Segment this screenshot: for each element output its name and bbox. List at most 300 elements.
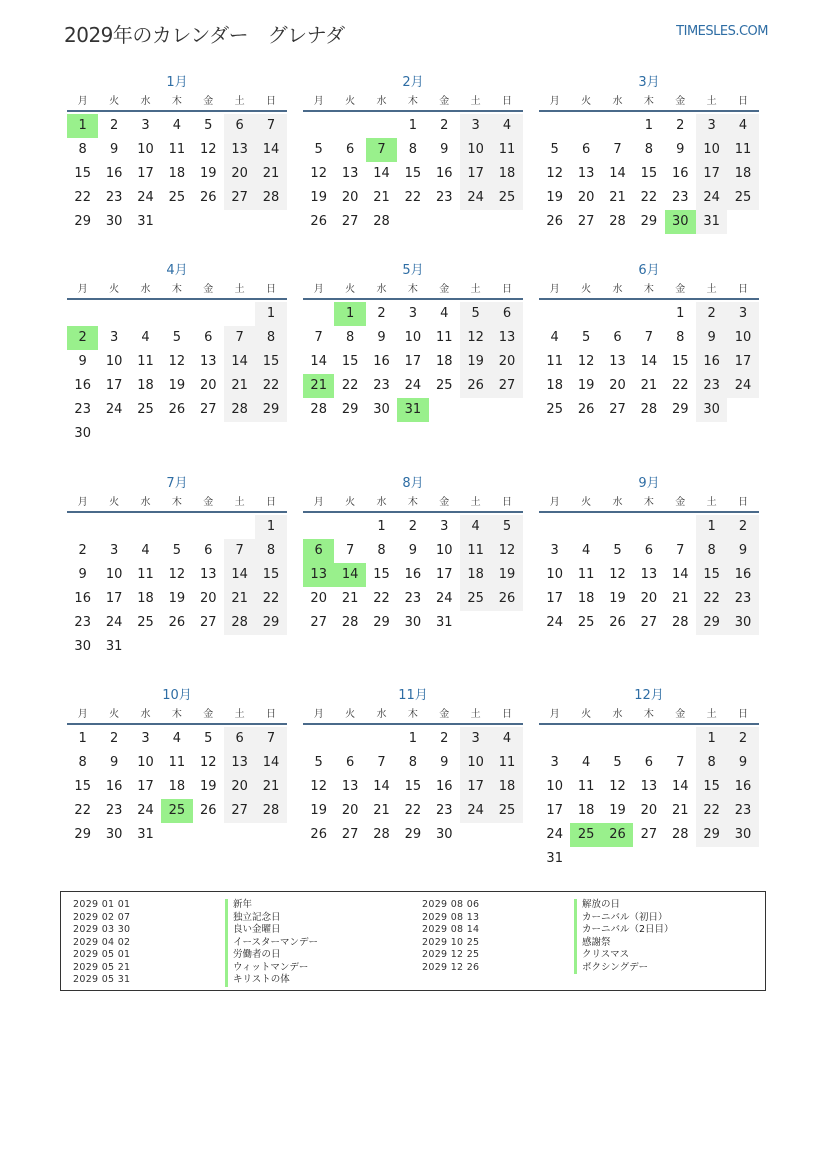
day-cell[interactable]: 4 bbox=[141, 543, 150, 558]
day-cell[interactable]: 10 bbox=[105, 567, 123, 582]
day-cell[interactable]: 15 bbox=[640, 166, 658, 181]
day-cell[interactable]: 28 bbox=[609, 214, 626, 229]
day-cell[interactable]: 12 bbox=[168, 354, 186, 369]
day-cell[interactable]: 26 bbox=[168, 402, 186, 417]
day-cell[interactable]: 16 bbox=[671, 166, 689, 181]
day-cell[interactable]: 22 bbox=[671, 378, 689, 393]
day-cell[interactable]: 11 bbox=[137, 354, 154, 369]
day-cell[interactable]: 13 bbox=[199, 354, 217, 369]
day-cell[interactable]: 5 bbox=[460, 302, 491, 326]
day-cell[interactable]: 6 bbox=[204, 543, 213, 558]
day-cell[interactable]: 12 bbox=[491, 539, 522, 563]
day-cell[interactable]: 10 bbox=[546, 779, 563, 794]
day-cell[interactable]: 17 bbox=[460, 162, 491, 186]
day-cell[interactable]: 29 bbox=[373, 615, 390, 630]
day-cell[interactable]: 14 bbox=[609, 166, 626, 181]
day-cell[interactable]: 19 bbox=[491, 563, 522, 587]
day-cell[interactable]: 28 bbox=[671, 615, 689, 630]
day-cell[interactable]: 26 bbox=[577, 402, 595, 417]
day-cell[interactable]: 28 bbox=[224, 611, 255, 635]
day-cell[interactable]: 26 bbox=[199, 190, 217, 205]
day-cell[interactable]: 1 bbox=[377, 519, 386, 534]
day-cell[interactable]: 23 bbox=[671, 190, 689, 205]
day-cell[interactable]: 3 bbox=[460, 114, 491, 138]
day-cell[interactable]: 12 bbox=[310, 779, 327, 794]
day-cell[interactable]: 10 bbox=[404, 330, 422, 345]
day-cell[interactable]: 2 bbox=[109, 731, 119, 746]
day-cell[interactable]: 20 bbox=[199, 591, 217, 606]
day-cell-holiday[interactable]: 6 bbox=[303, 539, 334, 563]
day-cell[interactable]: 28 bbox=[224, 398, 255, 422]
day-cell[interactable]: 11 bbox=[491, 751, 522, 775]
day-cell-holiday[interactable]: 26 bbox=[602, 823, 633, 847]
day-cell[interactable]: 21 bbox=[255, 162, 286, 186]
day-cell[interactable]: 15 bbox=[255, 350, 286, 374]
day-cell[interactable]: 12 bbox=[577, 354, 595, 369]
day-cell[interactable]: 21 bbox=[224, 587, 255, 611]
day-cell[interactable]: 10 bbox=[105, 354, 123, 369]
day-cell[interactable]: 10 bbox=[460, 751, 491, 775]
day-cell[interactable]: 8 bbox=[255, 326, 286, 350]
day-cell-holiday[interactable]: 13 bbox=[303, 563, 334, 587]
day-cell[interactable]: 18 bbox=[577, 803, 595, 818]
day-cell[interactable]: 18 bbox=[137, 591, 154, 606]
day-cell[interactable]: 8 bbox=[78, 755, 87, 770]
day-cell[interactable]: 19 bbox=[609, 803, 626, 818]
day-cell[interactable]: 1 bbox=[408, 731, 417, 746]
day-cell[interactable]: 20 bbox=[640, 591, 658, 606]
day-cell[interactable]: 28 bbox=[341, 615, 359, 630]
day-cell[interactable]: 10 bbox=[696, 138, 727, 162]
day-cell[interactable]: 20 bbox=[341, 190, 359, 205]
day-cell[interactable]: 8 bbox=[696, 751, 727, 775]
day-cell[interactable]: 8 bbox=[78, 142, 87, 157]
day-cell[interactable]: 13 bbox=[341, 779, 359, 794]
day-cell[interactable]: 7 bbox=[676, 543, 685, 558]
day-cell[interactable]: 17 bbox=[105, 378, 123, 393]
day-cell[interactable]: 5 bbox=[550, 142, 559, 157]
day-cell[interactable]: 23 bbox=[373, 378, 390, 393]
day-cell[interactable]: 14 bbox=[373, 166, 390, 181]
day-cell[interactable]: 11 bbox=[168, 755, 186, 770]
day-cell[interactable]: 25 bbox=[546, 402, 563, 417]
day-cell[interactable]: 15 bbox=[404, 166, 422, 181]
day-cell[interactable]: 14 bbox=[671, 567, 689, 582]
day-cell[interactable]: 1 bbox=[676, 306, 685, 321]
day-cell[interactable]: 31 bbox=[137, 214, 154, 229]
day-cell[interactable]: 23 bbox=[105, 803, 123, 818]
day-cell[interactable]: 21 bbox=[224, 374, 255, 398]
day-cell[interactable]: 5 bbox=[581, 330, 591, 345]
day-cell[interactable]: 27 bbox=[491, 374, 522, 398]
day-cell[interactable]: 9 bbox=[440, 755, 449, 770]
day-cell[interactable]: 28 bbox=[373, 827, 390, 842]
day-cell[interactable]: 16 bbox=[373, 354, 390, 369]
day-cell[interactable]: 2 bbox=[377, 306, 386, 321]
day-cell[interactable]: 16 bbox=[74, 378, 91, 393]
day-cell[interactable]: 3 bbox=[109, 330, 119, 345]
day-cell[interactable]: 12 bbox=[460, 326, 491, 350]
day-cell-holiday[interactable]: 25 bbox=[161, 799, 192, 823]
day-cell[interactable]: 14 bbox=[373, 779, 390, 794]
day-cell[interactable]: 13 bbox=[609, 354, 626, 369]
day-cell[interactable]: 2 bbox=[440, 118, 449, 133]
day-cell[interactable]: 8 bbox=[377, 543, 386, 558]
day-cell[interactable]: 2 bbox=[408, 519, 417, 534]
day-cell[interactable]: 14 bbox=[224, 563, 255, 587]
day-cell[interactable]: 5 bbox=[613, 543, 622, 558]
day-cell[interactable]: 27 bbox=[577, 214, 595, 229]
day-cell[interactable]: 22 bbox=[255, 587, 286, 611]
day-cell[interactable]: 16 bbox=[435, 166, 453, 181]
day-cell[interactable]: 30 bbox=[404, 615, 422, 630]
day-cell[interactable]: 25 bbox=[137, 615, 154, 630]
day-cell[interactable]: 26 bbox=[491, 587, 522, 611]
day-cell[interactable]: 31 bbox=[696, 210, 727, 234]
day-cell[interactable]: 1 bbox=[644, 118, 653, 133]
day-cell[interactable]: 17 bbox=[435, 567, 453, 582]
day-cell[interactable]: 30 bbox=[373, 402, 390, 417]
day-cell[interactable]: 18 bbox=[546, 378, 563, 393]
day-cell[interactable]: 18 bbox=[168, 166, 186, 181]
day-cell[interactable]: 1 bbox=[408, 118, 417, 133]
day-cell[interactable]: 6 bbox=[224, 114, 255, 138]
day-cell[interactable]: 3 bbox=[550, 755, 559, 770]
day-cell[interactable]: 1 bbox=[696, 727, 727, 751]
day-cell[interactable]: 6 bbox=[613, 330, 622, 345]
day-cell[interactable]: 3 bbox=[550, 543, 559, 558]
day-cell[interactable]: 19 bbox=[199, 779, 217, 794]
day-cell[interactable]: 14 bbox=[255, 138, 286, 162]
day-cell[interactable]: 22 bbox=[74, 803, 91, 818]
day-cell[interactable]: 4 bbox=[581, 755, 591, 770]
day-cell[interactable]: 19 bbox=[199, 166, 217, 181]
day-cell[interactable]: 22 bbox=[373, 591, 390, 606]
day-cell[interactable]: 19 bbox=[168, 591, 186, 606]
day-cell[interactable]: 17 bbox=[727, 350, 758, 374]
day-cell[interactable]: 23 bbox=[435, 190, 453, 205]
day-cell[interactable]: 12 bbox=[199, 755, 217, 770]
day-cell[interactable]: 4 bbox=[440, 306, 449, 321]
day-cell[interactable]: 24 bbox=[435, 591, 453, 606]
site-brand[interactable]: TIMESLES.COM bbox=[676, 24, 768, 39]
day-cell[interactable]: 10 bbox=[137, 755, 154, 770]
day-cell[interactable]: 7 bbox=[224, 539, 255, 563]
day-cell[interactable]: 19 bbox=[460, 350, 491, 374]
day-cell[interactable]: 10 bbox=[435, 543, 453, 558]
day-cell[interactable]: 7 bbox=[676, 755, 685, 770]
day-cell[interactable]: 12 bbox=[609, 567, 626, 582]
day-cell[interactable]: 7 bbox=[314, 330, 323, 345]
day-cell[interactable]: 20 bbox=[310, 591, 327, 606]
day-cell[interactable]: 8 bbox=[644, 142, 653, 157]
day-cell[interactable]: 24 bbox=[105, 402, 123, 417]
day-cell-holiday[interactable]: 2 bbox=[67, 326, 98, 350]
day-cell[interactable]: 11 bbox=[435, 330, 453, 345]
day-cell-holiday[interactable]: 7 bbox=[366, 138, 397, 162]
day-cell[interactable]: 7 bbox=[644, 330, 653, 345]
day-cell-holiday[interactable]: 21 bbox=[303, 374, 334, 398]
day-cell[interactable]: 12 bbox=[199, 142, 217, 157]
day-cell[interactable]: 17 bbox=[460, 775, 491, 799]
day-cell[interactable]: 22 bbox=[404, 803, 422, 818]
day-cell[interactable]: 11 bbox=[137, 567, 154, 582]
day-cell[interactable]: 20 bbox=[577, 190, 595, 205]
day-cell[interactable]: 17 bbox=[546, 591, 563, 606]
day-cell[interactable]: 29 bbox=[74, 827, 91, 842]
day-cell[interactable]: 12 bbox=[546, 166, 563, 181]
day-cell[interactable]: 8 bbox=[345, 330, 355, 345]
day-cell[interactable]: 12 bbox=[310, 166, 327, 181]
day-cell[interactable]: 18 bbox=[168, 779, 186, 794]
day-cell[interactable]: 7 bbox=[377, 755, 386, 770]
day-cell[interactable]: 4 bbox=[491, 114, 522, 138]
day-cell[interactable]: 20 bbox=[609, 378, 626, 393]
day-cell[interactable]: 22 bbox=[640, 190, 658, 205]
day-cell[interactable]: 23 bbox=[74, 402, 91, 417]
day-cell-holiday[interactable]: 25 bbox=[570, 823, 601, 847]
day-cell[interactable]: 27 bbox=[199, 402, 217, 417]
day-cell[interactable]: 18 bbox=[435, 354, 453, 369]
day-cell[interactable]: 2 bbox=[727, 515, 758, 539]
day-cell[interactable]: 9 bbox=[377, 330, 386, 345]
day-cell[interactable]: 5 bbox=[314, 755, 323, 770]
day-cell[interactable]: 2 bbox=[696, 302, 727, 326]
day-cell[interactable]: 7 bbox=[613, 142, 622, 157]
day-cell[interactable]: 30 bbox=[727, 611, 758, 635]
day-cell[interactable]: 6 bbox=[345, 142, 355, 157]
day-cell-holiday[interactable]: 30 bbox=[665, 210, 696, 234]
day-cell[interactable]: 22 bbox=[404, 190, 422, 205]
day-cell[interactable]: 8 bbox=[408, 142, 417, 157]
day-cell[interactable]: 12 bbox=[609, 779, 626, 794]
day-cell[interactable]: 18 bbox=[577, 591, 595, 606]
day-cell[interactable]: 29 bbox=[640, 214, 658, 229]
day-cell[interactable]: 24 bbox=[137, 803, 154, 818]
day-cell[interactable]: 24 bbox=[546, 827, 563, 842]
day-cell[interactable]: 3 bbox=[141, 731, 150, 746]
day-cell[interactable]: 4 bbox=[727, 114, 758, 138]
day-cell[interactable]: 25 bbox=[491, 799, 522, 823]
day-cell[interactable]: 11 bbox=[491, 138, 522, 162]
day-cell[interactable]: 27 bbox=[341, 827, 359, 842]
day-cell[interactable]: 3 bbox=[440, 519, 449, 534]
day-cell[interactable]: 6 bbox=[491, 302, 522, 326]
day-cell[interactable]: 27 bbox=[224, 799, 255, 823]
day-cell[interactable]: 19 bbox=[609, 591, 626, 606]
day-cell[interactable]: 30 bbox=[727, 823, 758, 847]
day-cell[interactable]: 23 bbox=[74, 615, 91, 630]
day-cell[interactable]: 4 bbox=[172, 731, 181, 746]
day-cell[interactable]: 27 bbox=[224, 186, 255, 210]
day-cell[interactable]: 25 bbox=[460, 587, 491, 611]
day-cell[interactable]: 2 bbox=[109, 118, 119, 133]
day-cell[interactable]: 9 bbox=[408, 543, 417, 558]
day-cell[interactable]: 26 bbox=[460, 374, 491, 398]
day-cell[interactable]: 25 bbox=[491, 186, 522, 210]
day-cell[interactable]: 15 bbox=[373, 567, 390, 582]
day-cell[interactable]: 2 bbox=[78, 543, 87, 558]
day-cell[interactable]: 10 bbox=[546, 567, 563, 582]
day-cell[interactable]: 19 bbox=[546, 190, 563, 205]
day-cell[interactable]: 20 bbox=[341, 803, 359, 818]
day-cell[interactable]: 4 bbox=[550, 330, 559, 345]
day-cell[interactable]: 23 bbox=[727, 799, 758, 823]
day-cell[interactable]: 5 bbox=[314, 142, 323, 157]
day-cell[interactable]: 21 bbox=[341, 591, 359, 606]
day-cell-holiday[interactable]: 1 bbox=[67, 114, 98, 138]
day-cell[interactable]: 21 bbox=[609, 190, 626, 205]
day-cell[interactable]: 24 bbox=[460, 186, 491, 210]
day-cell[interactable]: 17 bbox=[404, 354, 422, 369]
day-cell[interactable]: 15 bbox=[696, 563, 727, 587]
day-cell[interactable]: 11 bbox=[577, 567, 595, 582]
day-cell[interactable]: 5 bbox=[204, 731, 213, 746]
day-cell[interactable]: 26 bbox=[609, 615, 626, 630]
day-cell[interactable]: 27 bbox=[199, 615, 217, 630]
day-cell[interactable]: 4 bbox=[172, 118, 181, 133]
day-cell[interactable]: 19 bbox=[577, 378, 595, 393]
day-cell[interactable]: 1 bbox=[78, 731, 87, 746]
day-cell[interactable]: 13 bbox=[224, 138, 255, 162]
day-cell[interactable]: 12 bbox=[168, 567, 186, 582]
day-cell[interactable]: 29 bbox=[255, 611, 286, 635]
day-cell[interactable]: 20 bbox=[224, 775, 255, 799]
day-cell[interactable]: 19 bbox=[168, 378, 186, 393]
day-cell[interactable]: 22 bbox=[341, 378, 359, 393]
day-cell[interactable]: 15 bbox=[74, 166, 91, 181]
day-cell[interactable]: 29 bbox=[74, 214, 91, 229]
day-cell[interactable]: 29 bbox=[341, 402, 359, 417]
day-cell[interactable]: 22 bbox=[696, 799, 727, 823]
day-cell[interactable]: 30 bbox=[74, 639, 91, 654]
day-cell[interactable]: 16 bbox=[74, 591, 91, 606]
day-cell[interactable]: 28 bbox=[671, 827, 689, 842]
day-cell[interactable]: 23 bbox=[696, 374, 727, 398]
day-cell[interactable]: 9 bbox=[78, 567, 87, 582]
day-cell[interactable]: 29 bbox=[671, 402, 689, 417]
day-cell[interactable]: 16 bbox=[404, 567, 422, 582]
day-cell[interactable]: 6 bbox=[644, 543, 653, 558]
day-cell[interactable]: 26 bbox=[199, 803, 217, 818]
day-cell[interactable]: 28 bbox=[373, 214, 390, 229]
day-cell[interactable]: 27 bbox=[341, 214, 359, 229]
day-cell[interactable]: 29 bbox=[696, 611, 727, 635]
day-cell[interactable]: 27 bbox=[310, 615, 327, 630]
day-cell[interactable]: 16 bbox=[435, 779, 453, 794]
day-cell[interactable]: 30 bbox=[696, 398, 727, 422]
day-cell[interactable]: 5 bbox=[204, 118, 213, 133]
day-cell[interactable]: 21 bbox=[255, 775, 286, 799]
day-cell[interactable]: 4 bbox=[141, 330, 150, 345]
day-cell[interactable]: 15 bbox=[74, 779, 91, 794]
day-cell[interactable]: 20 bbox=[224, 162, 255, 186]
day-cell[interactable]: 23 bbox=[105, 190, 123, 205]
day-cell[interactable]: 29 bbox=[696, 823, 727, 847]
day-cell[interactable]: 9 bbox=[727, 539, 758, 563]
day-cell[interactable]: 18 bbox=[491, 775, 522, 799]
day-cell[interactable]: 14 bbox=[255, 751, 286, 775]
day-cell[interactable]: 3 bbox=[408, 306, 417, 321]
day-cell[interactable]: 16 bbox=[727, 775, 758, 799]
day-cell[interactable]: 10 bbox=[137, 142, 154, 157]
day-cell[interactable]: 29 bbox=[255, 398, 286, 422]
day-cell[interactable]: 17 bbox=[696, 162, 727, 186]
day-cell[interactable]: 14 bbox=[671, 779, 689, 794]
day-cell[interactable]: 25 bbox=[435, 378, 453, 393]
day-cell[interactable]: 21 bbox=[671, 591, 689, 606]
day-cell[interactable]: 6 bbox=[581, 142, 591, 157]
day-cell[interactable]: 14 bbox=[224, 350, 255, 374]
day-cell[interactable]: 31 bbox=[546, 851, 563, 866]
day-cell[interactable]: 10 bbox=[727, 326, 758, 350]
day-cell[interactable]: 20 bbox=[491, 350, 522, 374]
day-cell[interactable]: 9 bbox=[696, 326, 727, 350]
day-cell[interactable]: 13 bbox=[640, 779, 658, 794]
day-cell[interactable]: 17 bbox=[105, 591, 123, 606]
day-cell-holiday[interactable]: 31 bbox=[397, 398, 428, 422]
day-cell[interactable]: 24 bbox=[105, 615, 123, 630]
day-cell[interactable]: 17 bbox=[137, 779, 154, 794]
day-cell[interactable]: 7 bbox=[345, 543, 355, 558]
day-cell[interactable]: 27 bbox=[609, 402, 626, 417]
day-cell[interactable]: 20 bbox=[199, 378, 217, 393]
day-cell[interactable]: 11 bbox=[546, 354, 563, 369]
day-cell[interactable]: 30 bbox=[74, 426, 91, 441]
day-cell[interactable]: 25 bbox=[137, 402, 154, 417]
day-cell[interactable]: 5 bbox=[172, 330, 181, 345]
day-cell[interactable]: 27 bbox=[640, 615, 658, 630]
day-cell[interactable]: 14 bbox=[640, 354, 658, 369]
day-cell-holiday[interactable]: 14 bbox=[334, 563, 365, 587]
day-cell[interactable]: 2 bbox=[727, 727, 758, 751]
day-cell[interactable]: 31 bbox=[137, 827, 154, 842]
day-cell[interactable]: 25 bbox=[727, 186, 758, 210]
day-cell[interactable]: 13 bbox=[640, 567, 658, 582]
day-cell[interactable]: 2 bbox=[440, 731, 449, 746]
day-cell[interactable]: 30 bbox=[435, 827, 453, 842]
day-cell[interactable]: 3 bbox=[727, 302, 758, 326]
day-cell[interactable]: 13 bbox=[577, 166, 595, 181]
day-cell[interactable]: 20 bbox=[640, 803, 658, 818]
day-cell[interactable]: 5 bbox=[613, 755, 622, 770]
day-cell[interactable]: 1 bbox=[696, 515, 727, 539]
day-cell[interactable]: 11 bbox=[727, 138, 758, 162]
day-cell[interactable]: 8 bbox=[676, 330, 685, 345]
day-cell[interactable]: 16 bbox=[105, 166, 123, 181]
day-cell[interactable]: 9 bbox=[109, 142, 119, 157]
day-cell[interactable]: 15 bbox=[671, 354, 689, 369]
day-cell[interactable]: 4 bbox=[581, 543, 591, 558]
day-cell[interactable]: 7 bbox=[224, 326, 255, 350]
day-cell[interactable]: 25 bbox=[577, 615, 595, 630]
day-cell[interactable]: 13 bbox=[199, 567, 217, 582]
day-cell[interactable]: 21 bbox=[671, 803, 689, 818]
day-cell[interactable]: 18 bbox=[460, 563, 491, 587]
day-cell[interactable]: 15 bbox=[404, 779, 422, 794]
day-cell[interactable]: 11 bbox=[168, 142, 186, 157]
day-cell[interactable]: 30 bbox=[105, 214, 123, 229]
day-cell[interactable]: 21 bbox=[373, 190, 390, 205]
day-cell[interactable]: 31 bbox=[435, 615, 453, 630]
day-cell[interactable]: 8 bbox=[408, 755, 417, 770]
day-cell[interactable]: 26 bbox=[310, 827, 327, 842]
day-cell[interactable]: 13 bbox=[491, 326, 522, 350]
day-cell[interactable]: 14 bbox=[310, 354, 327, 369]
day-cell[interactable]: 26 bbox=[168, 615, 186, 630]
day-cell[interactable]: 21 bbox=[373, 803, 390, 818]
day-cell[interactable]: 6 bbox=[644, 755, 653, 770]
